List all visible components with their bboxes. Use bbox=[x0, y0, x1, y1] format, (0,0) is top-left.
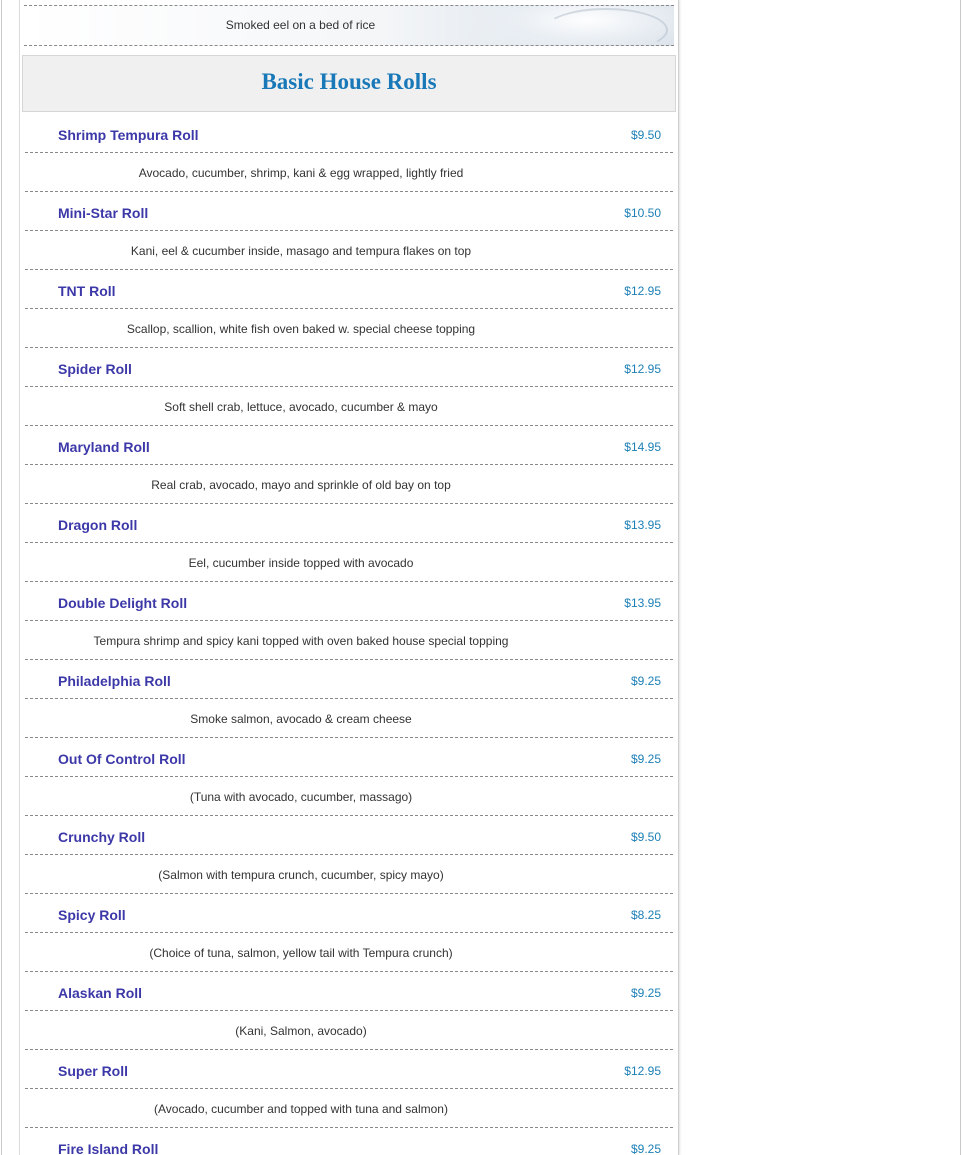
item-name: Dragon Roll bbox=[58, 517, 138, 533]
item-price: $9.50 bbox=[630, 128, 661, 142]
item-description: (Kani, Salmon, avocado) bbox=[235, 1024, 367, 1038]
menu-item-row bbox=[25, 270, 673, 309]
item-description: Kani, eel & cucumber inside, masago and tempura flakes on top bbox=[130, 244, 472, 258]
menu-item-description-row bbox=[25, 1089, 673, 1128]
menu-item-description-row bbox=[25, 699, 673, 738]
menu-items-list bbox=[25, 114, 673, 1155]
menu-item-row bbox=[25, 1128, 673, 1155]
menu-item-description-row bbox=[25, 1011, 673, 1050]
item-description: Scallop, scallion, white fish oven baked w. special cheese topping bbox=[126, 322, 476, 336]
item-description: Smoked eel on a bed of rice bbox=[225, 18, 376, 32]
item-price: $9.25 bbox=[630, 752, 661, 766]
menu-item-description-row bbox=[25, 777, 673, 816]
menu-item-row bbox=[25, 192, 673, 231]
item-price: $8.25 bbox=[630, 908, 661, 922]
menu-item-description-row bbox=[25, 465, 673, 504]
item-price: $12.95 bbox=[624, 362, 661, 376]
page-border-right bbox=[960, 0, 961, 1155]
menu-item-row bbox=[25, 114, 673, 153]
item-price: $12.95 bbox=[624, 284, 661, 298]
menu-item-row bbox=[25, 1050, 673, 1089]
item-name: Fire Island Roll bbox=[58, 1141, 159, 1155]
item-description: Soft shell crab, lettuce, avocado, cucumber & mayo bbox=[164, 400, 438, 414]
menu-item-description-row bbox=[25, 543, 673, 582]
menu-item-description-row bbox=[25, 387, 673, 426]
item-description: Smoke salmon, avocado & cream cheese bbox=[190, 712, 412, 726]
item-name: Philadelphia Roll bbox=[58, 673, 171, 689]
item-name: Spicy Roll bbox=[58, 907, 126, 923]
item-description: (Avocado, cucumber and topped with tuna and salmon) bbox=[154, 1102, 448, 1116]
item-description: (Salmon with tempura crunch, cucumber, spicy mayo) bbox=[158, 868, 444, 882]
item-price: $9.25 bbox=[630, 1142, 661, 1155]
item-name: Crunchy Roll bbox=[58, 829, 146, 845]
item-name: Double Delight Roll bbox=[58, 595, 188, 611]
item-price: $9.25 bbox=[630, 674, 661, 688]
menu-item-description-row bbox=[25, 933, 673, 972]
menu-item-description-row bbox=[25, 153, 673, 192]
menu-item-row bbox=[25, 504, 673, 543]
previous-item-description-row bbox=[24, 5, 674, 46]
menu-item-description-row bbox=[25, 231, 673, 270]
item-name: Maryland Roll bbox=[58, 439, 150, 455]
item-price: $10.50 bbox=[624, 206, 661, 220]
item-price: $9.50 bbox=[630, 830, 661, 844]
item-name: Super Roll bbox=[58, 1063, 129, 1079]
item-name: Spider Roll bbox=[58, 361, 132, 377]
menu-item-row bbox=[25, 582, 673, 621]
item-name: Mini-Star Roll bbox=[58, 205, 149, 221]
menu-item-row bbox=[25, 426, 673, 465]
item-name: Shrimp Tempura Roll bbox=[58, 127, 199, 143]
menu-item-row bbox=[25, 348, 673, 387]
page-border-left bbox=[1, 0, 2, 1155]
menu-item-row bbox=[25, 972, 673, 1011]
menu-item-row bbox=[25, 660, 673, 699]
item-description: Eel, cucumber inside topped with avocado bbox=[188, 556, 414, 570]
item-description: Real crab, avocado, mayo and sprinkle of old bay on top bbox=[151, 478, 451, 492]
item-price: $12.95 bbox=[624, 1064, 661, 1078]
menu-item-description-row bbox=[25, 309, 673, 348]
item-price: $9.25 bbox=[630, 986, 661, 1000]
item-price: $13.95 bbox=[624, 596, 661, 610]
item-name: TNT Roll bbox=[58, 283, 116, 299]
item-description: (Choice of tuna, salmon, yellow tail with Tempura crunch) bbox=[149, 946, 453, 960]
menu-item-row bbox=[25, 894, 673, 933]
item-name: Alaskan Roll bbox=[58, 985, 143, 1001]
item-price: $13.95 bbox=[624, 518, 661, 532]
item-name: Out Of Control Roll bbox=[58, 751, 186, 767]
item-description: Tempura shrimp and spicy kani topped with oven baked house special topping bbox=[93, 634, 509, 648]
item-description: (Tuna with avocado, cucumber, massago) bbox=[189, 790, 413, 804]
item-price: $14.95 bbox=[624, 440, 661, 454]
menu-item-description-row bbox=[25, 621, 673, 660]
menu-item-row bbox=[25, 816, 673, 855]
item-description: Avocado, cucumber, shrimp, kani & egg wrapped, lightly fried bbox=[138, 166, 464, 180]
menu-item-row bbox=[25, 738, 673, 777]
section-title: Basic House Rolls bbox=[261, 69, 437, 94]
menu-item-description-row bbox=[25, 855, 673, 894]
section-header bbox=[22, 55, 676, 112]
